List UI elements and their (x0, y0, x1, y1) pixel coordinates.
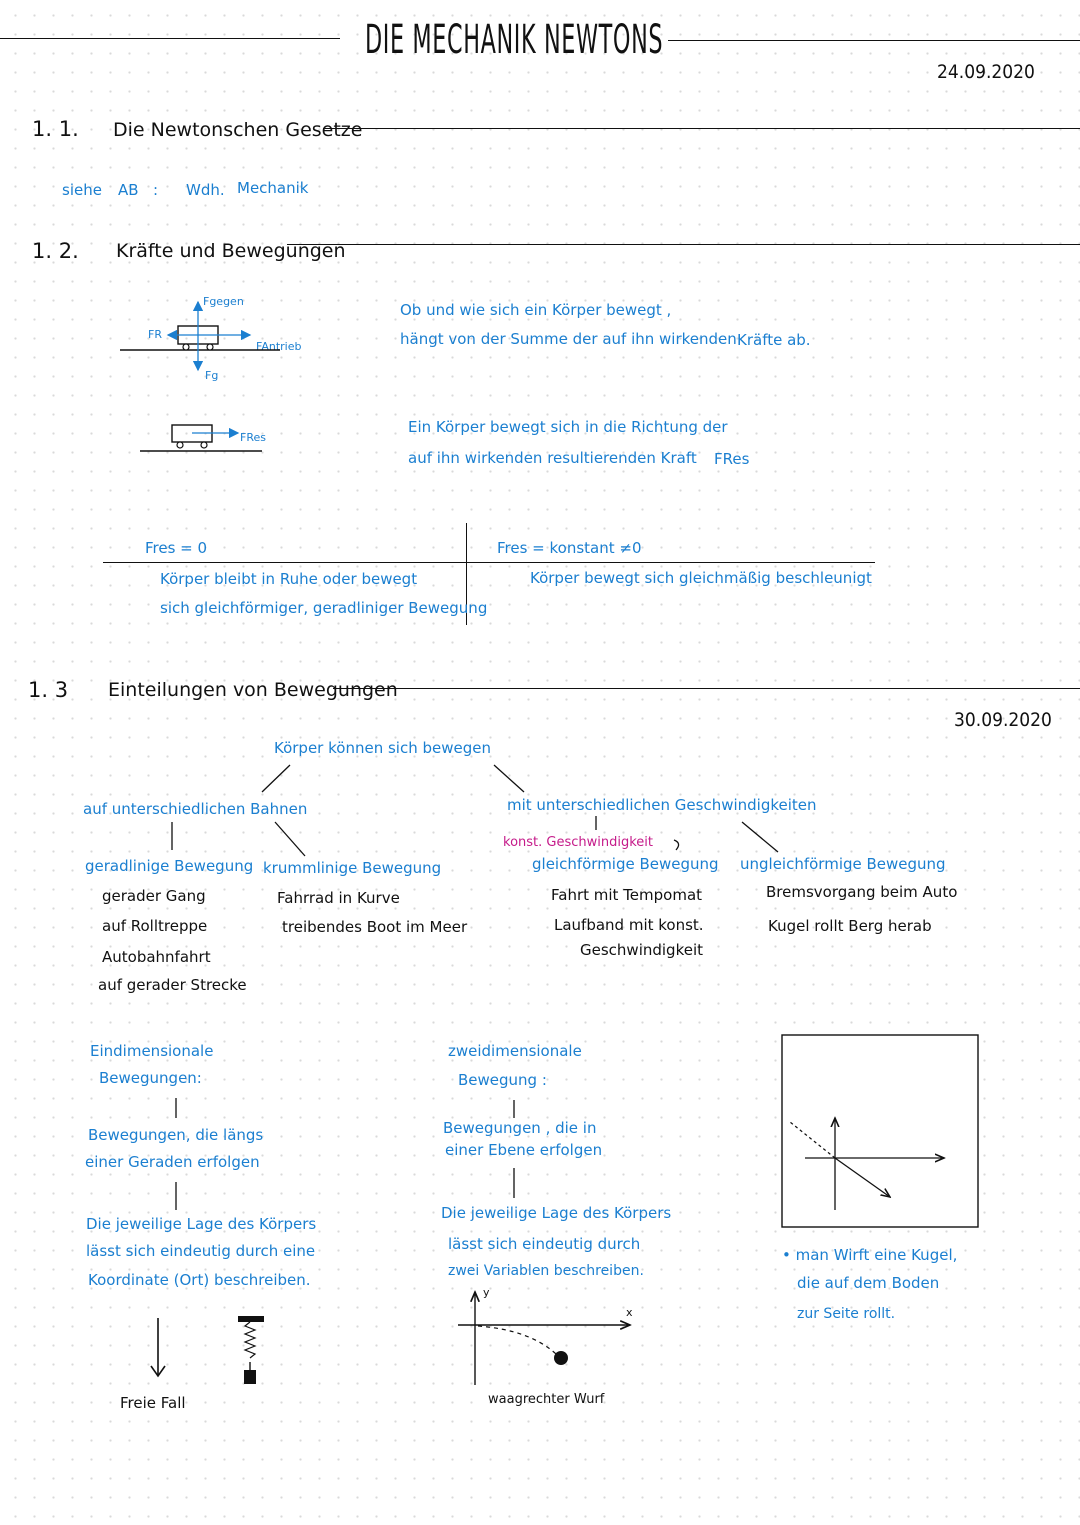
fres-zero-head: Fres = 0 (145, 539, 208, 557)
fres-zero-line2: sich gleichförmiger, geradliniger Bewegung (160, 599, 488, 617)
eindim-def-2: einer Geraden erfolgen (85, 1153, 260, 1171)
gleichfoermig-item-3: Geschwindigkeit (580, 941, 704, 959)
ungleichfoermig-title: ungleichförmige Bewegung (740, 855, 946, 873)
section-1-3-number: 1. 3 (28, 678, 69, 702)
tree-root: Körper können sich bewegen (274, 739, 491, 757)
mechanik-label: Mechanik (237, 179, 309, 197)
waagrechter-wurf-label: waagrechter Wurf (488, 1392, 605, 1407)
date-second: 30.09.2020 (954, 709, 1052, 731)
geradlinig-item-4: auf gerader Strecke (98, 976, 247, 994)
label-fantrieb: FAntrieb (256, 340, 302, 353)
dreidim-expl-1: • man Wirft eine Kugel, (782, 1246, 958, 1264)
eindim-expl-1: Die jeweilige Lage des Körpers (86, 1215, 317, 1233)
text-kraefte-ab: Kräfte ab. (737, 331, 811, 349)
section-1-1-number: 1. 1. (32, 117, 79, 141)
siehe-label: siehe (62, 181, 102, 199)
ungleichfoermig-item-1: Bremsvorgang beim Auto (766, 883, 958, 901)
konst-geschwindigkeit-note: konst. Geschwindigkeit (503, 835, 653, 850)
geradlinig-item-1: gerader Gang (102, 887, 206, 905)
date-first: 24.09.2020 (937, 61, 1035, 83)
ungleichfoermig-item-2: Kugel rollt Berg herab (768, 917, 932, 935)
ab-label: AB (118, 181, 139, 199)
text-ein-koerper: Ein Körper bewegt sich in die Richtung der (408, 418, 728, 436)
zweidim-def-1: Bewegungen , die in (443, 1119, 597, 1137)
spring-icon (238, 1316, 264, 1384)
wdh-label: Wdh. (186, 181, 225, 199)
tree-bahnen: auf unterschiedlichen Bahnen (83, 800, 308, 818)
geradlinig-item-3: Autobahnfahrt (102, 948, 211, 966)
label-fres-diagram: FRes (240, 431, 266, 444)
tree-geschwindigkeiten: mit unterschiedlichen Geschwindigkeiten (507, 796, 817, 814)
fres-zero-line1: Körper bleibt in Ruhe oder bewegt (160, 570, 418, 588)
fres-const-head: Fres = konstant ≠0 (497, 539, 642, 557)
dreidim-expl-2: die auf dem Boden (797, 1274, 940, 1292)
krummlinig-item-2: treibendes Boot im Meer (282, 918, 468, 936)
label-fg: Fg (205, 369, 219, 382)
text-resultierende: auf ihn wirkenden resultierenden Kraft (408, 449, 697, 467)
eindim-heading-2: Bewegungen: (99, 1069, 202, 1087)
zweidim-axis-x: x (626, 1306, 633, 1319)
eindim-expl-3: Koordinate (Ort) beschreiben. (88, 1271, 311, 1289)
text-fres: FRes (714, 450, 750, 468)
colon-label: : (153, 181, 159, 199)
free-fall-arrow (151, 1318, 165, 1376)
eindim-def-1: Bewegungen, die längs (88, 1126, 264, 1144)
label-fgegen: Fgegen (203, 295, 244, 308)
freie-fall-label: Freie Fall (120, 1394, 186, 1412)
zweidim-expl-1: Die jeweilige Lage des Körpers (441, 1204, 672, 1222)
resultant-force-cart (140, 425, 262, 451)
gleichfoermig-item-2: Laufband mit konst. (554, 916, 704, 934)
fres-const-line1: Körper bewegt sich gleichmäßig beschleunigt (530, 569, 872, 587)
zweidim-heading-1: zweidimensionale (448, 1042, 582, 1060)
zweidim-expl-2: lässt sich eindeutig durch (448, 1235, 641, 1253)
three-dimension-box (782, 1035, 978, 1227)
section-1-2-title: Kräfte und Bewegungen (116, 240, 346, 262)
krummlinig-title: krummlinige Bewegung (263, 859, 442, 877)
horizontal-throw-graph (458, 1292, 630, 1385)
text-ob-und-wie: Ob und wie sich ein Körper bewegt , (400, 301, 672, 319)
zweidim-axis-y: y (483, 1286, 490, 1299)
section-1-2-number: 1. 2. (32, 239, 79, 263)
krummlinig-item-1: Fahrrad in Kurve (277, 889, 400, 907)
zweidim-heading-2: Bewegung : (458, 1071, 547, 1089)
zweidim-expl-3: zwei Variablen beschreiben. (448, 1263, 644, 1279)
gleichfoermig-item-1: Fahrt mit Tempomat (551, 886, 703, 904)
section-1-1-title: Die Newtonschen Gesetze (113, 119, 363, 141)
geradlinig-item-2: auf Rolltreppe (102, 917, 208, 935)
dreidim-expl-3: zur Seite rollt. (797, 1306, 896, 1322)
page-title: DIE MECHANIK NEWTONS (365, 17, 664, 63)
tree-connectors (172, 765, 778, 1210)
eindim-heading-1: Eindimensionale (90, 1042, 214, 1060)
eindim-expl-2: lässt sich eindeutig durch eine (86, 1242, 316, 1260)
gleichfoermig-title: gleichförmige Bewegung (532, 855, 719, 873)
section-1-3-title: Einteilungen von Bewegungen (108, 679, 398, 701)
force-diagram-cart (120, 302, 280, 370)
label-fr: FR (148, 328, 162, 341)
text-haengt-von: hängt von der Summe der auf ihn wirkenden (400, 330, 737, 348)
geradlinig-title: geradlinige Bewegung (85, 857, 254, 875)
zweidim-def-2: einer Ebene erfolgen (445, 1141, 603, 1159)
